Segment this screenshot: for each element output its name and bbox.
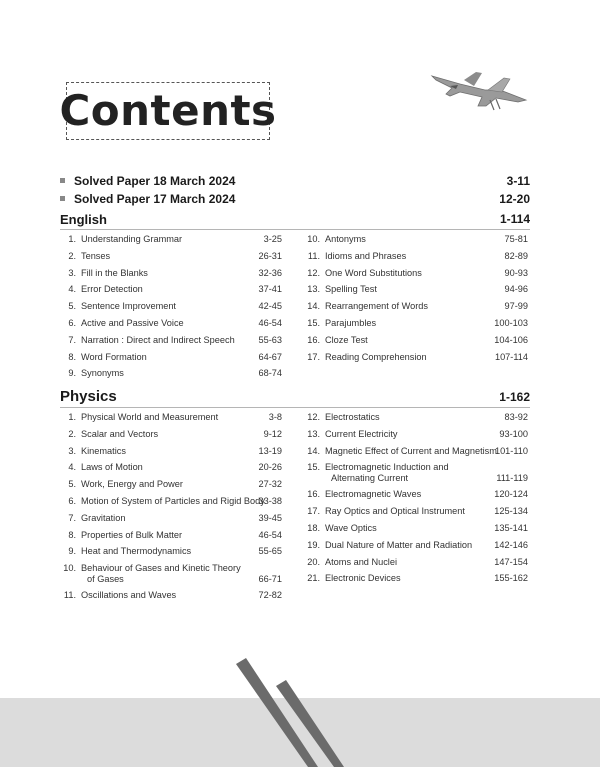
chapter-item: 10. Antonyms 75-81 — [307, 234, 528, 244]
chapter-item: 11. Idioms and Phrases 82-89 — [307, 250, 528, 261]
square-bullet-icon — [60, 196, 65, 201]
chapter-item: 14. Magnetic Effect of Current and Magnetism 101-110 — [307, 445, 528, 456]
chapter-item: 15. Electromagnetic Induction and Alternating Current 111-119 — [307, 462, 528, 484]
chapter-item: 6. Active and Passive Voice 46-54 — [68, 317, 282, 328]
chapter-item: 9. Heat and Thermodynamics 55-65 — [68, 546, 282, 557]
chapter-item: 8. Properties of Bulk Matter 46-54 — [68, 529, 282, 540]
solved-paper-2: Solved Paper 17 March 2024 12-20 — [60, 192, 530, 208]
chapter-item: 2. Tenses 26-31 — [68, 250, 282, 261]
chapter-item: 16. Electromagnetic Waves 120-124 — [307, 489, 528, 500]
page-title-box — [59, 82, 277, 140]
chapter-item: 8. Word Formation 64-67 — [68, 351, 282, 362]
chapter-item: 5. Sentence Improvement 42-45 — [68, 301, 282, 312]
chapter-item: 7. Gravitation 39-45 — [68, 512, 282, 523]
chapter-item: 12. Electrostatics 83-92 — [307, 412, 528, 422]
divider — [60, 229, 530, 230]
chapter-item: 11. Oscillations and Waves 72-82 — [63, 590, 282, 601]
english-chapter-list-right — [304, 234, 528, 368]
section-physics-heading: Physics 1-162 — [60, 388, 530, 405]
section-english-heading: English 1-114 — [60, 212, 530, 227]
chapter-item: 20. Atoms and Nuclei 147-154 — [307, 556, 528, 567]
chapter-item: 1. Physical World and Measurement 3-8 — [68, 412, 282, 422]
chapter-item: 21. Electronic Devices 155-162 — [307, 573, 528, 584]
chapter-item: 19. Dual Nature of Matter and Radiation 142-146 — [307, 539, 528, 550]
chapter-item: 6. Motion of System of Particles and Rigid Body 33-38 — [68, 495, 282, 506]
chapter-item: 13. Spelling Test 94-96 — [307, 284, 528, 295]
chapter-item: 10. Behaviour of Gases and Kinetic Theory of Gases 66-71 — [63, 563, 282, 585]
chapter-item: 5. Work, Energy and Power 27-32 — [68, 479, 282, 490]
fighter-jet-icon — [430, 66, 530, 114]
chapter-item: 12. One Word Substitutions 90-93 — [307, 267, 528, 278]
diagonal-stripes-decoration — [0, 658, 600, 767]
chapter-item: 7. Narration : Direct and Indirect Speech 55-63 — [68, 334, 282, 345]
square-bullet-icon — [60, 178, 65, 183]
chapter-item: 4. Error Detection 37-41 — [68, 284, 282, 295]
chapter-item: 9. Synonyms 68-74 — [68, 368, 282, 379]
chapter-item: 13. Current Electricity 93-100 — [307, 428, 528, 439]
chapter-item: 15. Parajumbles 100-103 — [307, 317, 528, 328]
chapter-item: 3. Fill in the Blanks 32-36 — [68, 267, 282, 278]
english-chapter-list-left — [60, 234, 282, 385]
chapter-item: 17. Ray Optics and Optical Instrument 125-134 — [307, 506, 528, 517]
chapter-item: 18. Wave Optics 135-141 — [307, 522, 528, 533]
chapter-item: 2. Scalar and Vectors 9-12 — [68, 428, 282, 439]
chapter-item: 17. Reading Comprehension 107-114 — [307, 351, 528, 362]
chapter-item: 4. Laws of Motion 20-26 — [68, 462, 282, 473]
solved-paper-1: Solved Paper 18 March 2024 3-11 — [60, 174, 530, 190]
physics-chapter-list-left — [60, 412, 282, 607]
chapter-item: 14. Rearrangement of Words 97-99 — [307, 301, 528, 312]
physics-chapter-list-right — [304, 412, 528, 590]
chapter-item: 1. Understanding Grammar 3-25 — [68, 234, 282, 244]
chapter-item: 16. Cloze Test 104-106 — [307, 334, 528, 345]
page-title: Contents — [59, 86, 277, 135]
footer-band — [0, 698, 600, 767]
chapter-item: 3. Kinematics 13-19 — [68, 445, 282, 456]
divider — [60, 407, 530, 408]
